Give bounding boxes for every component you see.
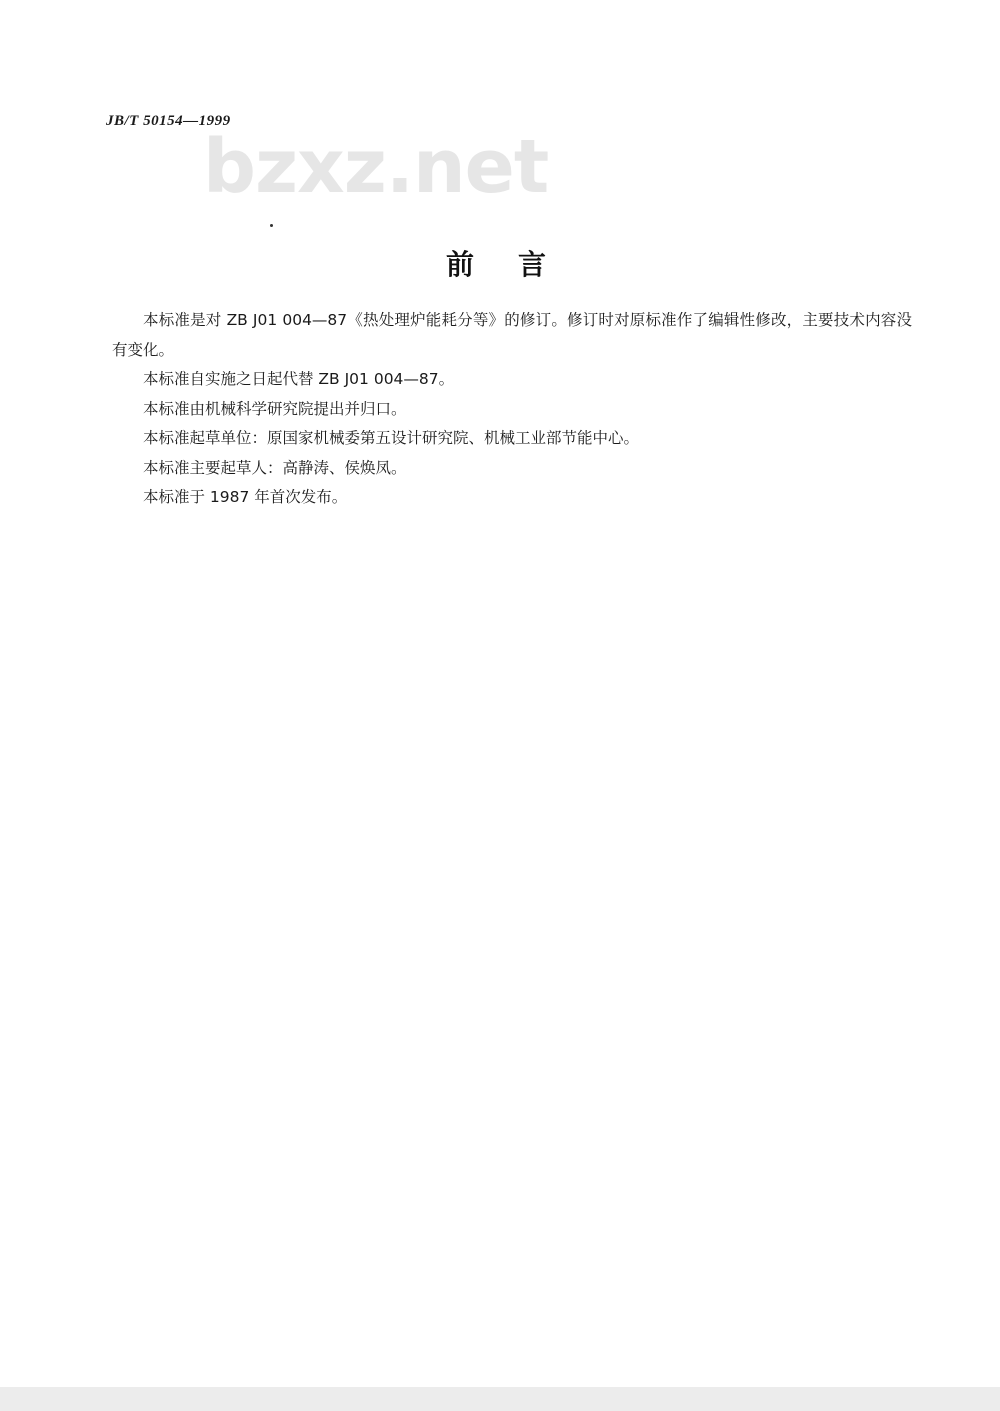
- page-title: 前言: [446, 248, 591, 281]
- page-bottom-edge: [0, 1387, 1000, 1411]
- paragraph: 本标准主要起草人：高静涛、侯焕凤。: [143, 458, 407, 477]
- scan-speck: [270, 224, 273, 227]
- paragraph: 本标准由机械科学研究院提出并归口。: [143, 399, 407, 418]
- foreword-body: [112, 306, 912, 513]
- paragraph: 本标准是对 ZB J01 004—87《热处理炉能耗分等》的修订。修订时对原标准作了编辑性修改，主要技术内容没有变化。: [112, 311, 912, 359]
- watermark: bzxz.net: [203, 124, 549, 210]
- paragraph: 本标准于 1987 年首次发布。: [143, 488, 348, 506]
- document-code: JB/T 50154—1999: [106, 113, 231, 129]
- paragraph: 本标准起草单位：原国家机械委第五设计研究院、机械工业部节能中心。: [143, 429, 640, 447]
- paragraph: 本标准自实施之日起代替 ZB J01 004—87。: [143, 370, 455, 388]
